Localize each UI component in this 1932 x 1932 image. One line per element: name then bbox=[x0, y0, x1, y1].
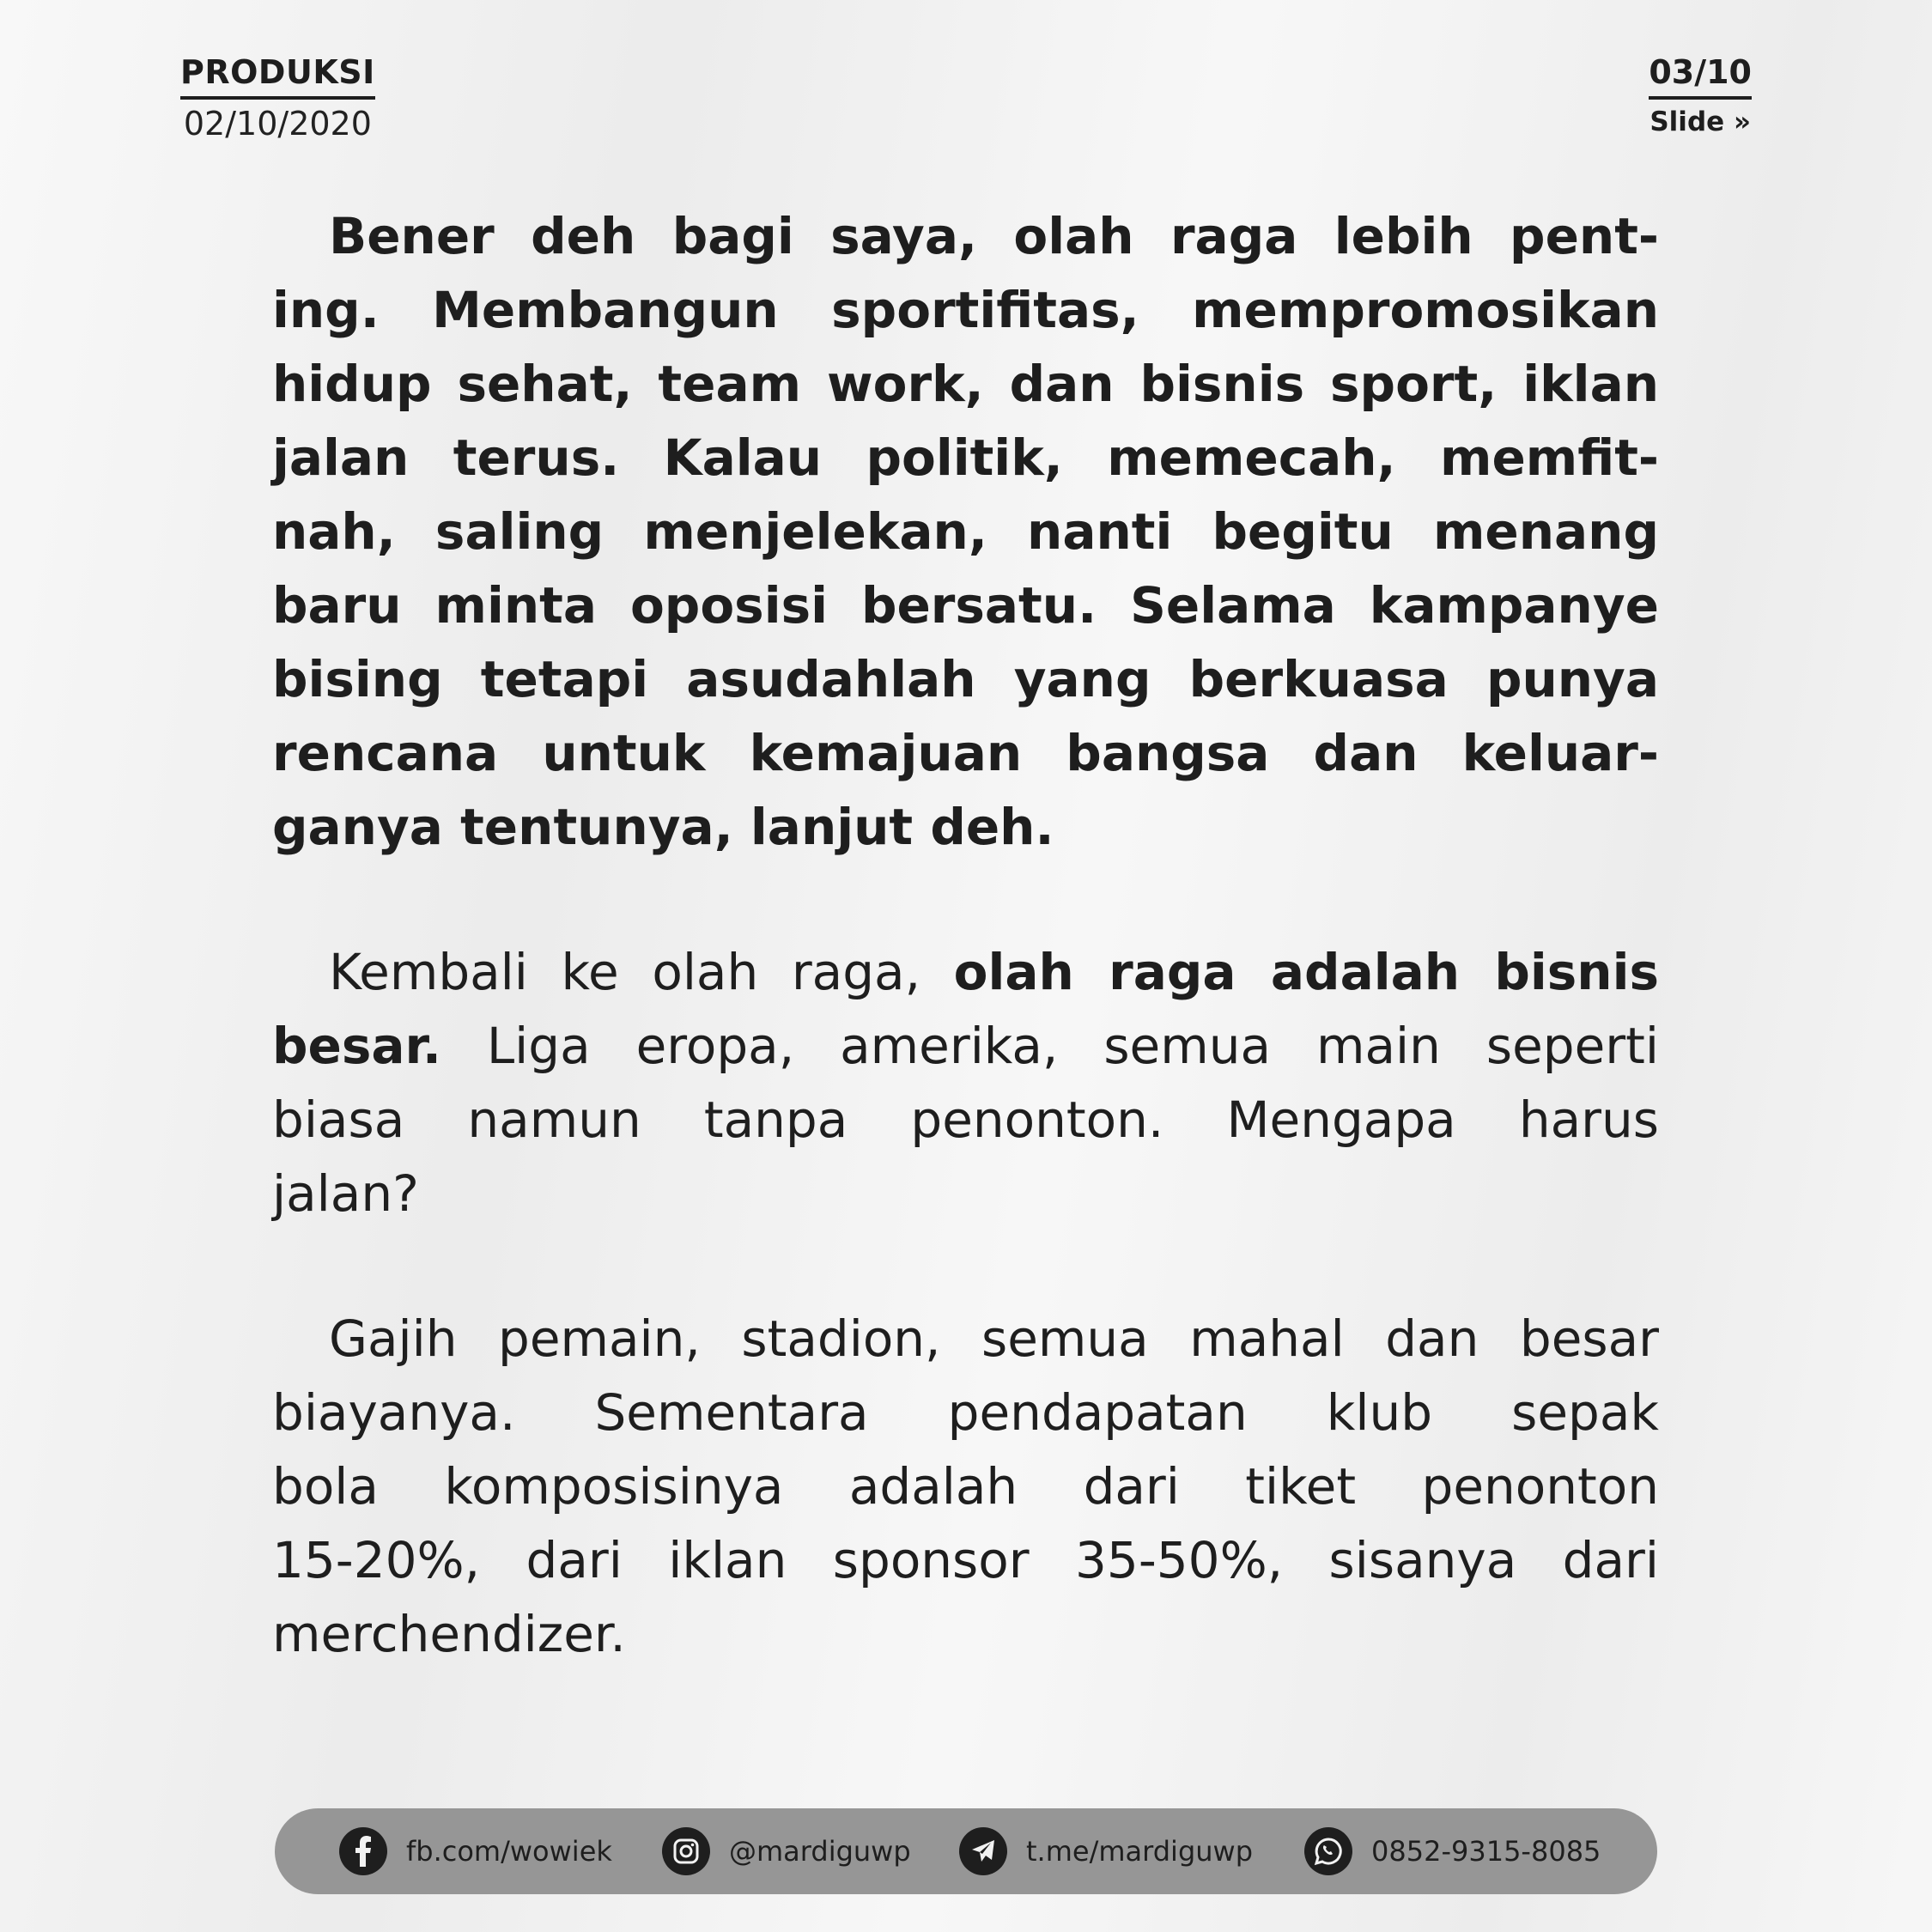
text-line bbox=[272, 495, 1659, 568]
bold-text: baru minta oposisi bersatu. Selama kampanye bbox=[272, 576, 1659, 635]
text-line bbox=[272, 1009, 1659, 1083]
paragraph bbox=[272, 199, 1659, 864]
text-line bbox=[272, 935, 1659, 1009]
text-line bbox=[272, 716, 1659, 790]
bold-text: ing. Membangun sportifitas, mempromosikan bbox=[272, 281, 1659, 339]
regular-text: Liga eropa, amerika, semua main seperti bbox=[440, 1017, 1659, 1075]
text-line bbox=[272, 1083, 1659, 1157]
text-line bbox=[272, 1523, 1659, 1597]
category-label: PRODUKSI bbox=[180, 53, 375, 100]
facebook-link[interactable] bbox=[339, 1808, 612, 1894]
text-line bbox=[272, 568, 1659, 642]
whatsapp-icon bbox=[1304, 1827, 1352, 1875]
regular-text: Gajih pemain, stadion, semua mahal dan besar bbox=[329, 1309, 1659, 1368]
text-line bbox=[272, 790, 1659, 864]
bold-text: ganya tentunya, lanjut deh. bbox=[272, 798, 1054, 856]
text-line bbox=[272, 1449, 1659, 1523]
text-line bbox=[272, 1157, 1659, 1230]
regular-text: 15-20%, dari iklan sponsor 35-50%, sisanya dari bbox=[272, 1531, 1659, 1589]
regular-text: merchendizer. bbox=[272, 1605, 626, 1663]
facebook-icon bbox=[339, 1827, 387, 1875]
text-line bbox=[272, 642, 1659, 716]
paragraph bbox=[272, 935, 1659, 1230]
regular-text: bola komposisinya adalah dari tiket penonton bbox=[272, 1457, 1659, 1516]
date-label: 02/10/2020 bbox=[183, 105, 372, 143]
text-line bbox=[272, 273, 1659, 347]
bold-text: jalan terus. Kalau politik, memecah, memfit- bbox=[272, 428, 1659, 487]
whatsapp-link[interactable] bbox=[1304, 1808, 1601, 1894]
text-line bbox=[272, 347, 1659, 421]
social-footer bbox=[275, 1808, 1657, 1894]
telegram-icon bbox=[959, 1827, 1007, 1875]
paragraph bbox=[272, 1302, 1659, 1671]
text-line bbox=[272, 1597, 1659, 1671]
instagram-handle: @mardiguwp bbox=[729, 1835, 911, 1868]
whatsapp-number: 0852-9315-8085 bbox=[1371, 1835, 1601, 1868]
bold-text: olah raga adalah bisnis bbox=[953, 943, 1660, 1001]
text-line bbox=[272, 1376, 1659, 1449]
regular-text: jalan? bbox=[272, 1164, 419, 1223]
regular-text: biayanya. Sementara pendapatan klub sepak bbox=[272, 1383, 1659, 1442]
text-line bbox=[272, 199, 1659, 273]
page-counter: 03/10 bbox=[1649, 53, 1752, 100]
telegram-handle: t.me/mardiguwp bbox=[1026, 1835, 1254, 1868]
regular-text: Kembali ke olah raga, bbox=[329, 943, 954, 1001]
facebook-handle: fb.com/wowiek bbox=[406, 1835, 612, 1868]
bold-text: bising tetapi asudahlah yang berkuasa punya bbox=[272, 650, 1659, 708]
text-line bbox=[272, 421, 1659, 495]
instagram-link[interactable] bbox=[662, 1808, 911, 1894]
bold-text: besar. bbox=[272, 1017, 441, 1075]
bold-text: nah, saling menjelekan, nanti begitu menang bbox=[272, 502, 1659, 561]
regular-text: biasa namun tanpa penonton. Mengapa harus bbox=[272, 1091, 1659, 1149]
next-slide-button[interactable]: Slide » bbox=[1649, 106, 1751, 137]
article-body bbox=[272, 199, 1659, 1742]
header-left bbox=[180, 53, 375, 143]
header-right bbox=[1649, 53, 1752, 137]
bold-text: rencana untuk kemajuan bangsa dan keluar- bbox=[272, 724, 1659, 782]
bold-text: hidup sehat, team work, dan bisnis sport, iklan bbox=[272, 355, 1659, 413]
instagram-icon bbox=[662, 1827, 710, 1875]
text-line bbox=[272, 1302, 1659, 1376]
bold-text: Bener deh bagi saya, olah raga lebih pent- bbox=[329, 207, 1659, 265]
telegram-link[interactable] bbox=[959, 1808, 1253, 1894]
